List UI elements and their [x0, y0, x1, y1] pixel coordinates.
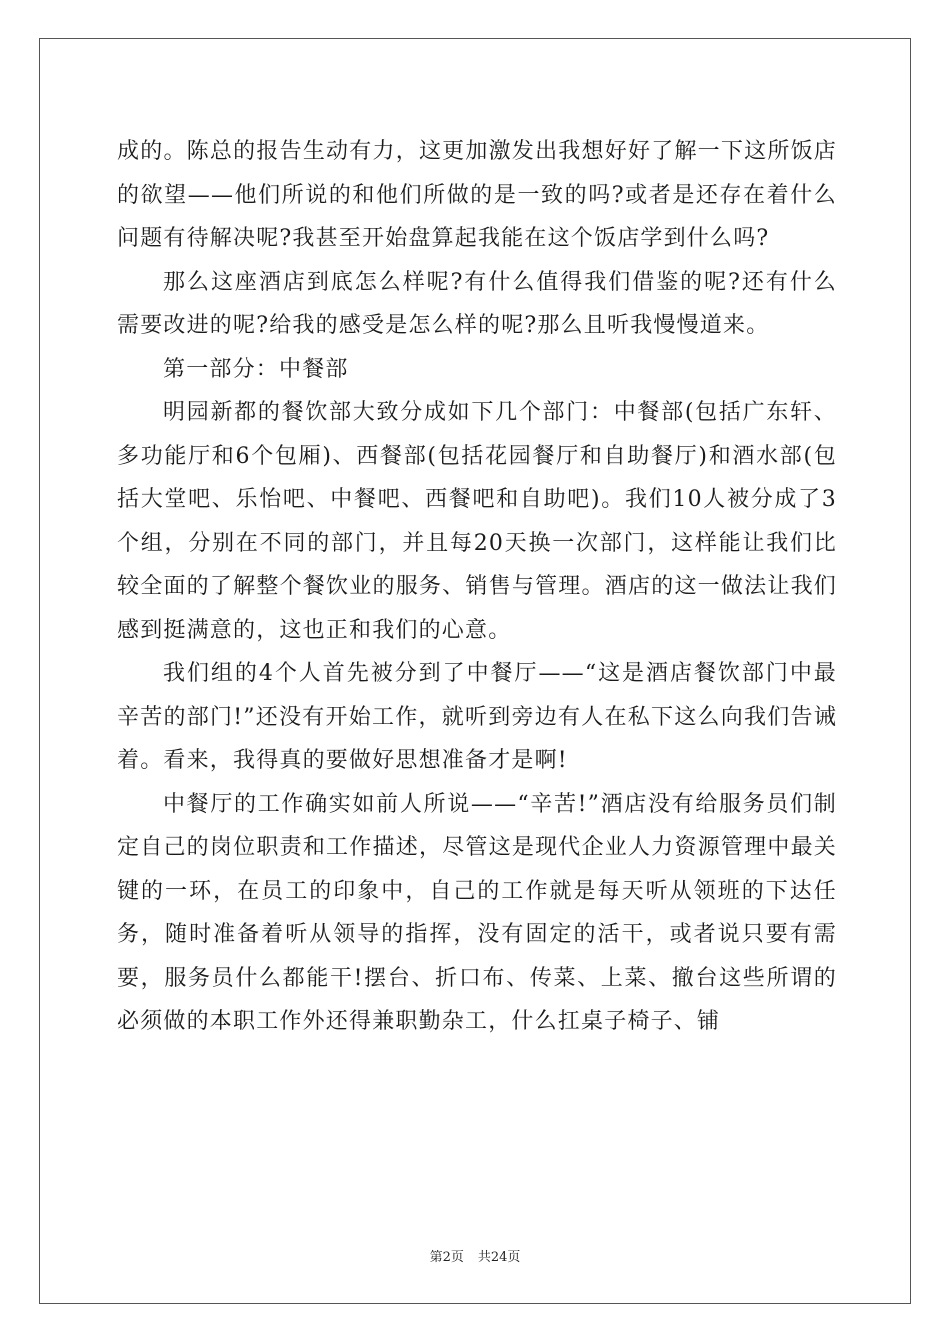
paragraph-4: 我们组的4个人首先被分到了中餐厅——“这是酒店餐饮部门中最辛苦的部门!”还没有开始工作，就听到旁边有人在私下这么向我们告诫着。看来，我得真的要做好思想准备才是啊! — [117, 661, 837, 773]
paragraph-1: 成的。陈总的报告生动有力，这更加激发出我想好好了解一下这所饭店的欲望——他们所说的和他们所做的是一致的吗?或者是还存在着什么问题有待解决呢?我甚至开始盘算起我能在这个饭店学到什么吗? — [117, 139, 837, 251]
paragraph-2: 那么这座酒店到底怎么样呢?有什么值得我们借鉴的呢?还有什么需要改进的呢?给我的感受是怎么样的呢?那么且听我慢慢道来。 — [117, 269, 837, 338]
paragraph-5: 中餐厅的工作确实如前人所说——“辛苦!”酒店没有给服务员们制定自己的岗位职责和工作描述，尽管这是现代企业人力资源管理中最关键的一环，在员工的印象中，自己的工作就是每天听从领班的下达任务，随时准备着听从领导的指挥，没有固定的活干，或者说只要有需要，服务员什么都能干!摆台、折口布、传菜、上菜、撤台这些所谓的必须做的本职工作外还得兼职勤杂工，什么扛桌子椅子、铺 — [117, 791, 837, 1034]
page-total: 共24页 — [477, 1250, 521, 1265]
section-heading: 第一部分：中餐部 — [163, 356, 349, 382]
document-body — [117, 130, 837, 1044]
page-footer — [0, 1246, 950, 1265]
paragraph-3: 明园新都的餐饮部大致分成如下几个部门：中餐部(包括广东轩、多功能厅和6个包厢)、西餐部(包括花园餐厅和自助餐厅)和酒水部(包括大堂吧、乐怡吧、中餐吧、西餐吧和自助吧)。我们10人被分成了3个组，分别在不同的部门，并且每20天换一次部门，这样能让我们比较全面的了解整个餐饮业的服务、销售与管理。酒店的这一做法让我们感到挺满意的，这也正和我们的心意。 — [117, 400, 837, 643]
page-number: 第2页 — [429, 1250, 464, 1265]
